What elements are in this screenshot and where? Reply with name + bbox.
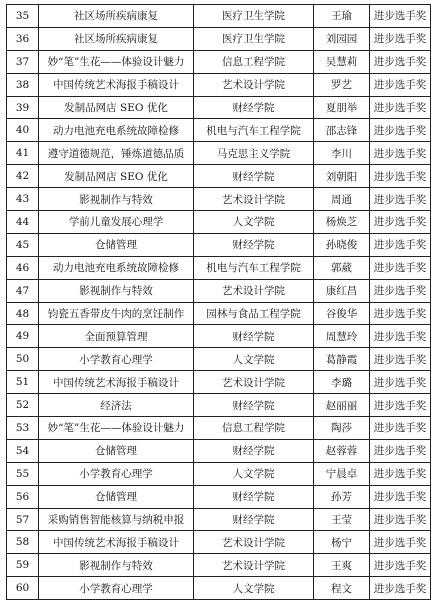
college-cell: 机电与汽车工程学院 xyxy=(194,256,314,279)
award-cell: 进步选手奖 xyxy=(370,577,431,600)
table-body xyxy=(7,5,431,600)
college-cell: 马克思主义学院 xyxy=(194,142,314,165)
college-cell: 机电与汽车工程学院 xyxy=(194,119,314,142)
row-number-cell: 37 xyxy=(7,50,39,73)
award-cell: 进步选手奖 xyxy=(370,211,431,234)
table-row xyxy=(7,119,431,142)
person-name-cell: 赵丽丽 xyxy=(314,394,370,417)
table-row xyxy=(7,256,431,279)
college-cell: 艺术设计学院 xyxy=(194,279,314,302)
college-cell: 财经学院 xyxy=(194,96,314,119)
project-cell: 社区场所疾病康复 xyxy=(39,5,194,28)
college-cell: 人文学院 xyxy=(194,577,314,600)
person-name-cell: 夏朋举 xyxy=(314,96,370,119)
row-number-cell: 57 xyxy=(7,508,39,531)
college-cell: 财经学院 xyxy=(194,508,314,531)
project-cell: 动力电池充电系统故障检修 xyxy=(39,256,194,279)
award-cell: 进步选手奖 xyxy=(370,439,431,462)
table-row xyxy=(7,165,431,188)
person-name-cell: 杨焕芝 xyxy=(314,211,370,234)
project-cell: 仓储管理 xyxy=(39,485,194,508)
row-number-cell: 51 xyxy=(7,371,39,394)
award-cell: 进步选手奖 xyxy=(370,233,431,256)
person-name-cell: 宁晨卓 xyxy=(314,462,370,485)
row-number-cell: 59 xyxy=(7,554,39,577)
project-cell: 全面预算管理 xyxy=(39,325,194,348)
table-row xyxy=(7,233,431,256)
person-name-cell: 李川 xyxy=(314,142,370,165)
college-cell: 财经学院 xyxy=(194,439,314,462)
table-row xyxy=(7,302,431,325)
project-cell: 学前儿童发展心理学 xyxy=(39,211,194,234)
award-cell: 进步选手奖 xyxy=(370,554,431,577)
person-name-cell: 郭葳 xyxy=(314,256,370,279)
project-cell: 仓储管理 xyxy=(39,439,194,462)
project-cell: 影视制作与特效 xyxy=(39,188,194,211)
award-cell: 进步选手奖 xyxy=(370,348,431,371)
college-cell: 医疗卫生学院 xyxy=(194,5,314,28)
person-name-cell: 李璐 xyxy=(314,371,370,394)
award-cell: 进步选手奖 xyxy=(370,142,431,165)
project-cell: 妙“笔”生花——体验设计魅力 xyxy=(39,417,194,440)
project-cell: 采购销售智能核算与纳税申报 xyxy=(39,508,194,531)
row-number-cell: 45 xyxy=(7,233,39,256)
award-cell: 进步选手奖 xyxy=(370,73,431,96)
row-number-cell: 55 xyxy=(7,462,39,485)
award-cell: 进步选手奖 xyxy=(370,485,431,508)
project-cell: 中国传统艺术海报手稿设计 xyxy=(39,371,194,394)
project-cell: 发制品网店 SEO 优化 xyxy=(39,165,194,188)
row-number-cell: 58 xyxy=(7,531,39,554)
row-number-cell: 40 xyxy=(7,119,39,142)
college-cell: 医疗卫生学院 xyxy=(194,27,314,50)
project-cell: 中国传统艺术海报手稿设计 xyxy=(39,531,194,554)
project-cell: 发制品网店 SEO 优化 xyxy=(39,96,194,119)
award-cell: 进步选手奖 xyxy=(370,279,431,302)
project-cell: 钧瓷五香带皮牛肉的烹饪制作 xyxy=(39,302,194,325)
person-name-cell: 谷俊华 xyxy=(314,302,370,325)
college-cell: 财经学院 xyxy=(194,485,314,508)
project-cell: 中国传统艺术海报手稿设计 xyxy=(39,73,194,96)
award-cell: 进步选手奖 xyxy=(370,27,431,50)
row-number-cell: 41 xyxy=(7,142,39,165)
person-name-cell: 邵志锋 xyxy=(314,119,370,142)
table-row xyxy=(7,211,431,234)
project-cell: 妙“笔”生花——体验设计魅力 xyxy=(39,50,194,73)
award-cell: 进步选手奖 xyxy=(370,394,431,417)
table-row xyxy=(7,462,431,485)
row-number-cell: 48 xyxy=(7,302,39,325)
row-number-cell: 60 xyxy=(7,577,39,600)
college-cell: 艺术设计学院 xyxy=(194,531,314,554)
award-cell: 进步选手奖 xyxy=(370,417,431,440)
row-number-cell: 39 xyxy=(7,96,39,119)
table-row xyxy=(7,577,431,600)
award-cell: 进步选手奖 xyxy=(370,50,431,73)
row-number-cell: 56 xyxy=(7,485,39,508)
project-cell: 小学教育心理学 xyxy=(39,577,194,600)
row-number-cell: 43 xyxy=(7,188,39,211)
row-number-cell: 36 xyxy=(7,27,39,50)
table-row xyxy=(7,279,431,302)
award-cell: 进步选手奖 xyxy=(370,325,431,348)
person-name-cell: 康红昌 xyxy=(314,279,370,302)
table-row xyxy=(7,325,431,348)
person-name-cell: 陶莎 xyxy=(314,417,370,440)
person-name-cell: 罗艺 xyxy=(314,73,370,96)
row-number-cell: 35 xyxy=(7,5,39,28)
project-cell: 遵守道德规范，锤炼道德品质 xyxy=(39,142,194,165)
award-cell: 进步选手奖 xyxy=(370,531,431,554)
college-cell: 财经学院 xyxy=(194,165,314,188)
project-cell: 小学教育心理学 xyxy=(39,462,194,485)
person-name-cell: 周通 xyxy=(314,188,370,211)
person-name-cell: 刘园园 xyxy=(314,27,370,50)
table-row xyxy=(7,348,431,371)
row-number-cell: 42 xyxy=(7,165,39,188)
table-row xyxy=(7,73,431,96)
table-row xyxy=(7,508,431,531)
project-cell: 动力电池充电系统故障检修 xyxy=(39,119,194,142)
college-cell: 人文学院 xyxy=(194,211,314,234)
award-cell: 进步选手奖 xyxy=(370,462,431,485)
award-cell: 进步选手奖 xyxy=(370,5,431,28)
person-name-cell: 王瑜 xyxy=(314,5,370,28)
table-row xyxy=(7,531,431,554)
table-row xyxy=(7,394,431,417)
award-cell: 进步选手奖 xyxy=(370,508,431,531)
person-name-cell: 孙芳 xyxy=(314,485,370,508)
row-number-cell: 47 xyxy=(7,279,39,302)
table-row xyxy=(7,417,431,440)
table-row xyxy=(7,554,431,577)
table-row xyxy=(7,50,431,73)
row-number-cell: 52 xyxy=(7,394,39,417)
college-cell: 人文学院 xyxy=(194,348,314,371)
person-name-cell: 吴慧莉 xyxy=(314,50,370,73)
row-number-cell: 50 xyxy=(7,348,39,371)
college-cell: 艺术设计学院 xyxy=(194,554,314,577)
project-cell: 仓储管理 xyxy=(39,233,194,256)
award-cell: 进步选手奖 xyxy=(370,165,431,188)
row-number-cell: 46 xyxy=(7,256,39,279)
awards-table xyxy=(6,4,431,600)
table-row xyxy=(7,27,431,50)
college-cell: 财经学院 xyxy=(194,233,314,256)
table-row xyxy=(7,5,431,28)
person-name-cell: 杨宁 xyxy=(314,531,370,554)
person-name-cell: 葛静霞 xyxy=(314,348,370,371)
college-cell: 信息工程学院 xyxy=(194,417,314,440)
award-cell: 进步选手奖 xyxy=(370,96,431,119)
project-cell: 小学教育心理学 xyxy=(39,348,194,371)
award-cell: 进步选手奖 xyxy=(370,119,431,142)
person-name-cell: 赵蓉蓉 xyxy=(314,439,370,462)
row-number-cell: 49 xyxy=(7,325,39,348)
person-name-cell: 王爽 xyxy=(314,554,370,577)
award-cell: 进步选手奖 xyxy=(370,371,431,394)
table-row xyxy=(7,188,431,211)
project-cell: 影视制作与特效 xyxy=(39,279,194,302)
row-number-cell: 44 xyxy=(7,211,39,234)
award-cell: 进步选手奖 xyxy=(370,188,431,211)
person-name-cell: 孙晓俊 xyxy=(314,233,370,256)
college-cell: 财经学院 xyxy=(194,394,314,417)
person-name-cell: 程文 xyxy=(314,577,370,600)
college-cell: 艺术设计学院 xyxy=(194,188,314,211)
award-cell: 进步选手奖 xyxy=(370,256,431,279)
table-row xyxy=(7,485,431,508)
college-cell: 艺术设计学院 xyxy=(194,73,314,96)
project-cell: 社区场所疾病康复 xyxy=(39,27,194,50)
row-number-cell: 53 xyxy=(7,417,39,440)
person-name-cell: 王莹 xyxy=(314,508,370,531)
college-cell: 园林与食品工程学院 xyxy=(194,302,314,325)
college-cell: 财经学院 xyxy=(194,325,314,348)
college-cell: 艺术设计学院 xyxy=(194,371,314,394)
award-cell: 进步选手奖 xyxy=(370,302,431,325)
person-name-cell: 刘朝阳 xyxy=(314,165,370,188)
college-cell: 信息工程学院 xyxy=(194,50,314,73)
project-cell: 经济法 xyxy=(39,394,194,417)
project-cell: 影视制作与特效 xyxy=(39,554,194,577)
table-row xyxy=(7,142,431,165)
table-row xyxy=(7,371,431,394)
college-cell: 人文学院 xyxy=(194,462,314,485)
row-number-cell: 38 xyxy=(7,73,39,96)
table-row xyxy=(7,439,431,462)
row-number-cell: 54 xyxy=(7,439,39,462)
table-row xyxy=(7,96,431,119)
person-name-cell: 周慧玲 xyxy=(314,325,370,348)
